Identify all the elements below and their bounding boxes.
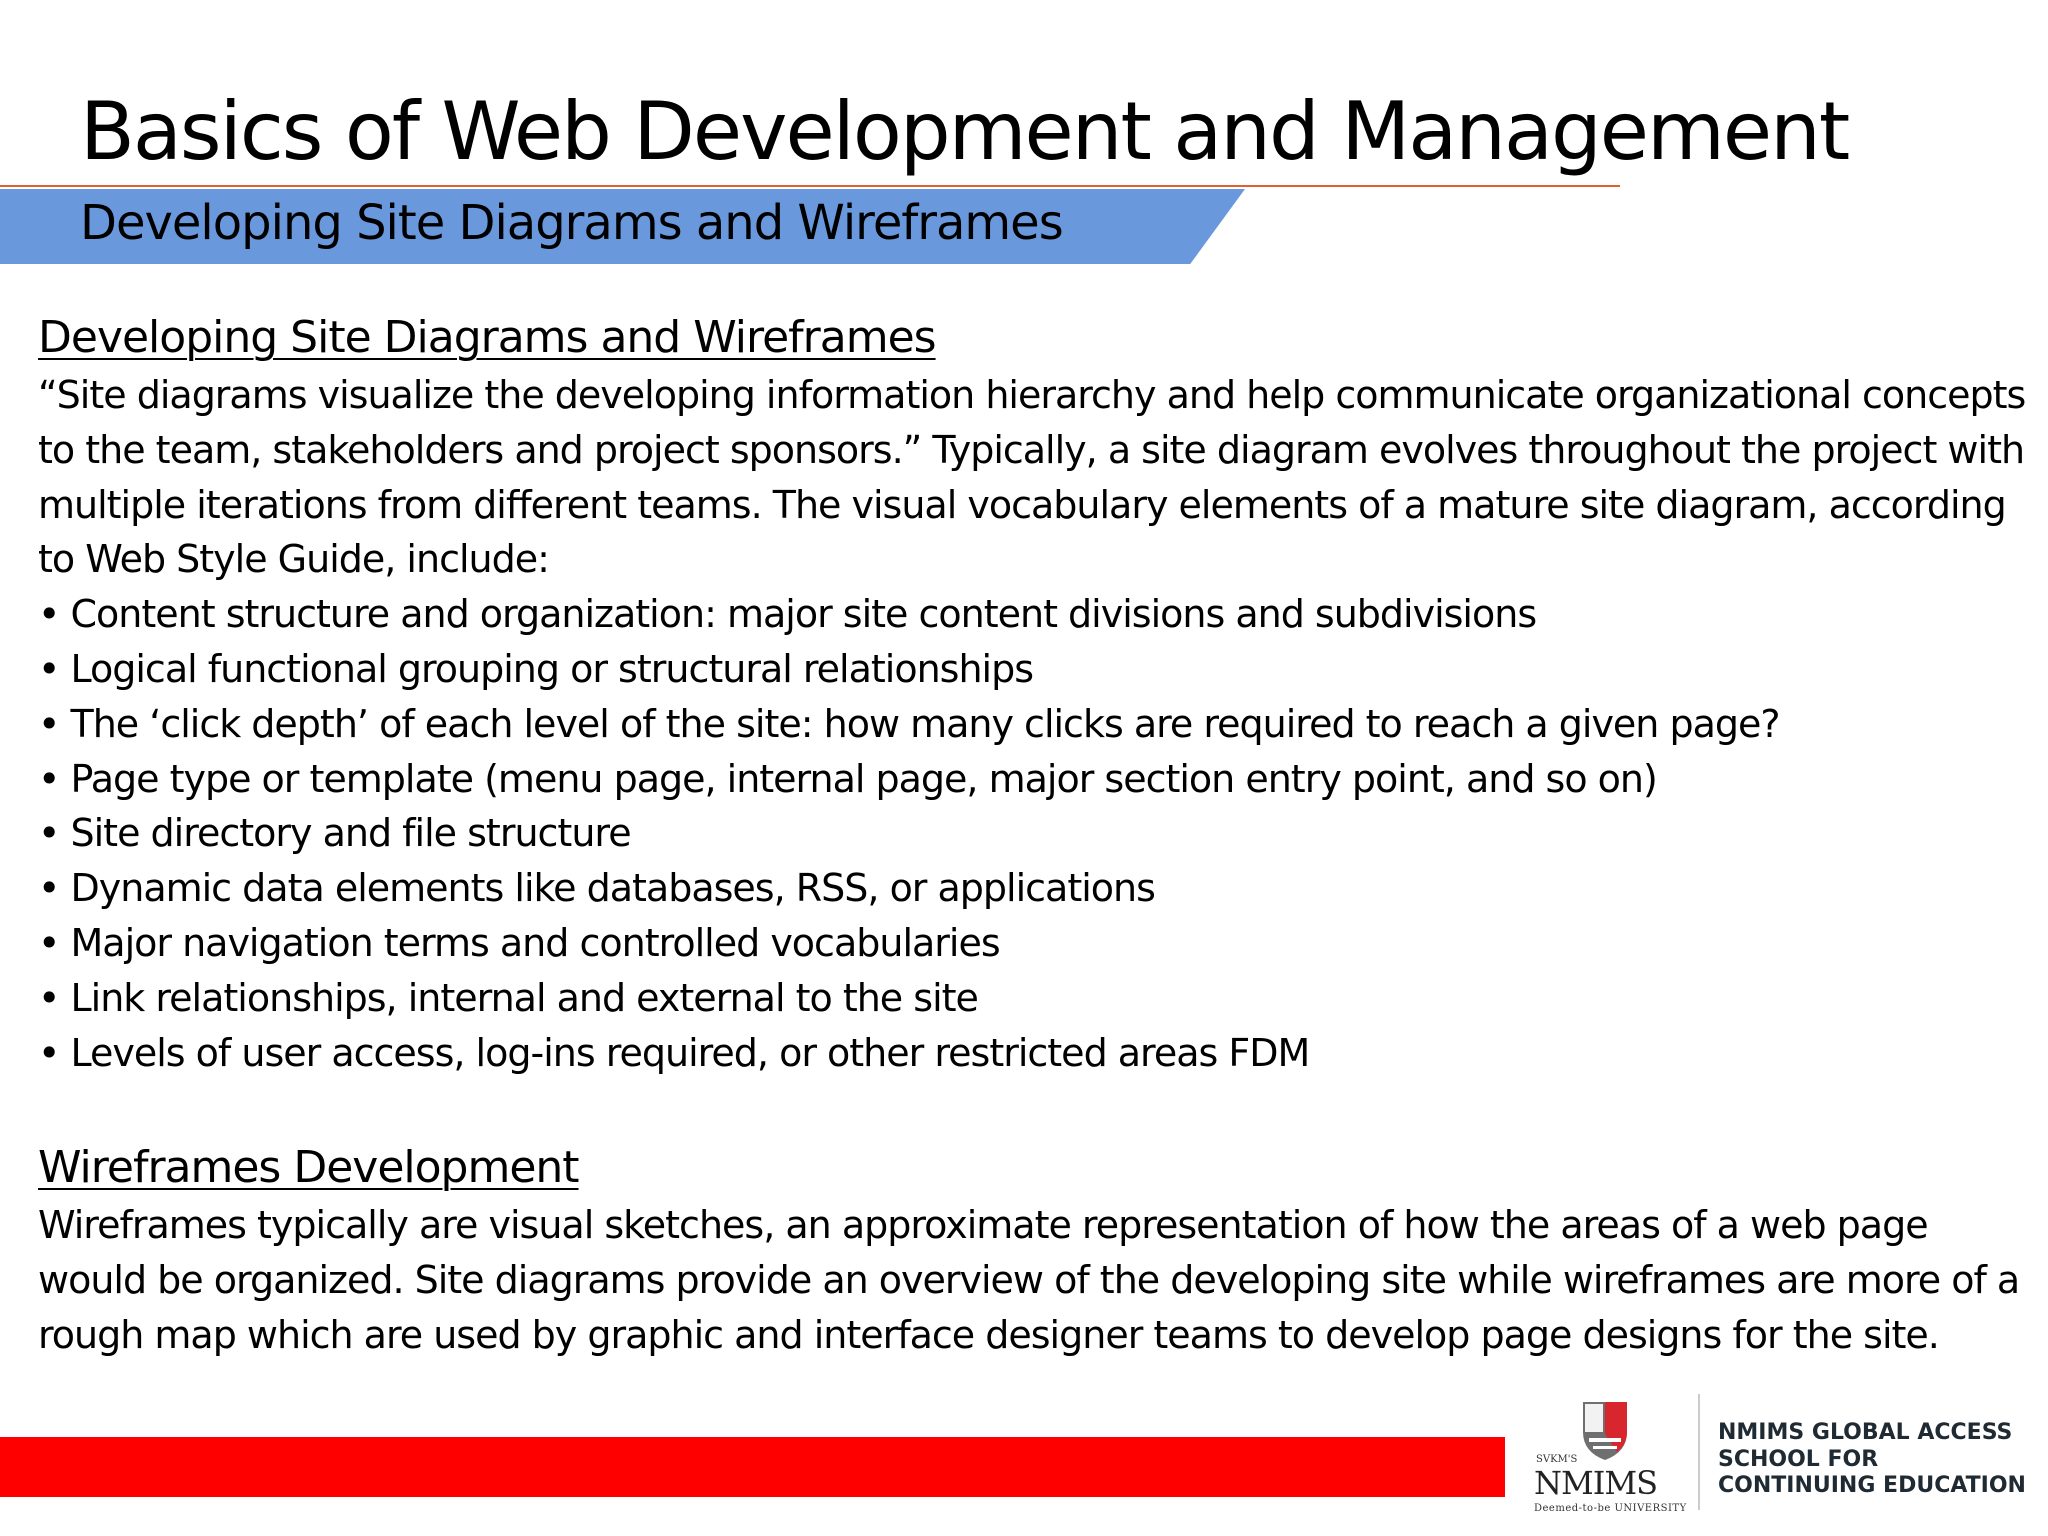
nmims-logo <box>1530 1392 1690 1522</box>
footer-red-bar <box>0 1437 1505 1497</box>
section-heading-site-diagrams: Developing Site Diagrams and Wireframes <box>38 312 936 363</box>
slide-title: Basics of Web Development and Management <box>80 85 1849 178</box>
list-item: • Levels of user access, log-ins required, or other restricted areas FDM <box>38 1030 1310 1075</box>
list-item: • Link relationships, internal and external to the site <box>38 975 978 1020</box>
school-name-line: CONTINUING EDUCATION <box>1718 1473 2026 1498</box>
slide-body <box>38 308 2028 1363</box>
list-item: • Logical functional grouping or structural relationships <box>38 646 1034 691</box>
nmims-crest-icon <box>1575 1394 1635 1464</box>
slide-subtitle: Developing Site Diagrams and Wireframes <box>80 195 1063 251</box>
logo-small-text: SVKM'S <box>1536 1454 1578 1465</box>
wireframes-paragraph: Wireframes typically are visual sketches, an approximate representation of how the areas of a web page would be organized. Site diagrams provide an overview of the developing site while wireframes are more of a rough map which are used by graphic and interface designer teams to develop page designs for the site. <box>38 1203 2020 1357</box>
visual-vocabulary-list <box>38 587 2028 1080</box>
school-name-line: SCHOOL FOR <box>1718 1446 1879 1472</box>
logo-divider <box>1698 1394 1700 1510</box>
list-item: • Site directory and file structure <box>38 811 631 856</box>
section-spacer <box>38 1080 2028 1138</box>
title-divider <box>0 185 1620 187</box>
school-name-line: NMIMS GLOBAL ACCESS <box>1718 1420 2013 1445</box>
list-item: • Dynamic data elements like databases, RSS, or applications <box>38 866 1155 911</box>
list-item: • Major navigation terms and controlled vocabularies <box>38 920 1000 965</box>
list-item: • The ‘click depth’ of each level of the site: how many clicks are required to reach a given page? <box>38 701 1780 746</box>
list-item: • Content structure and organization: major site content divisions and subdivisions <box>38 592 1537 637</box>
school-name <box>1718 1420 2038 1500</box>
list-item: • Page type or template (menu page, internal page, major section entry point, and so on) <box>38 756 1657 801</box>
section-heading-wireframes: Wireframes Development <box>38 1142 579 1194</box>
logo-main-text: NMIMS <box>1534 1464 1658 1502</box>
logo-tagline: Deemed-to-be UNIVERSITY <box>1534 1503 1687 1514</box>
section-intro-paragraph: “Site diagrams visualize the developing information hierarchy and help communicate organizational concepts to the team, stakeholders and project sponsors.” Typically, a site diagram evolves throughout the project with multiple iterations from different teams. The visual vocabulary elements of a mature site diagram, according to Web Style Guide, include: <box>38 373 2026 582</box>
